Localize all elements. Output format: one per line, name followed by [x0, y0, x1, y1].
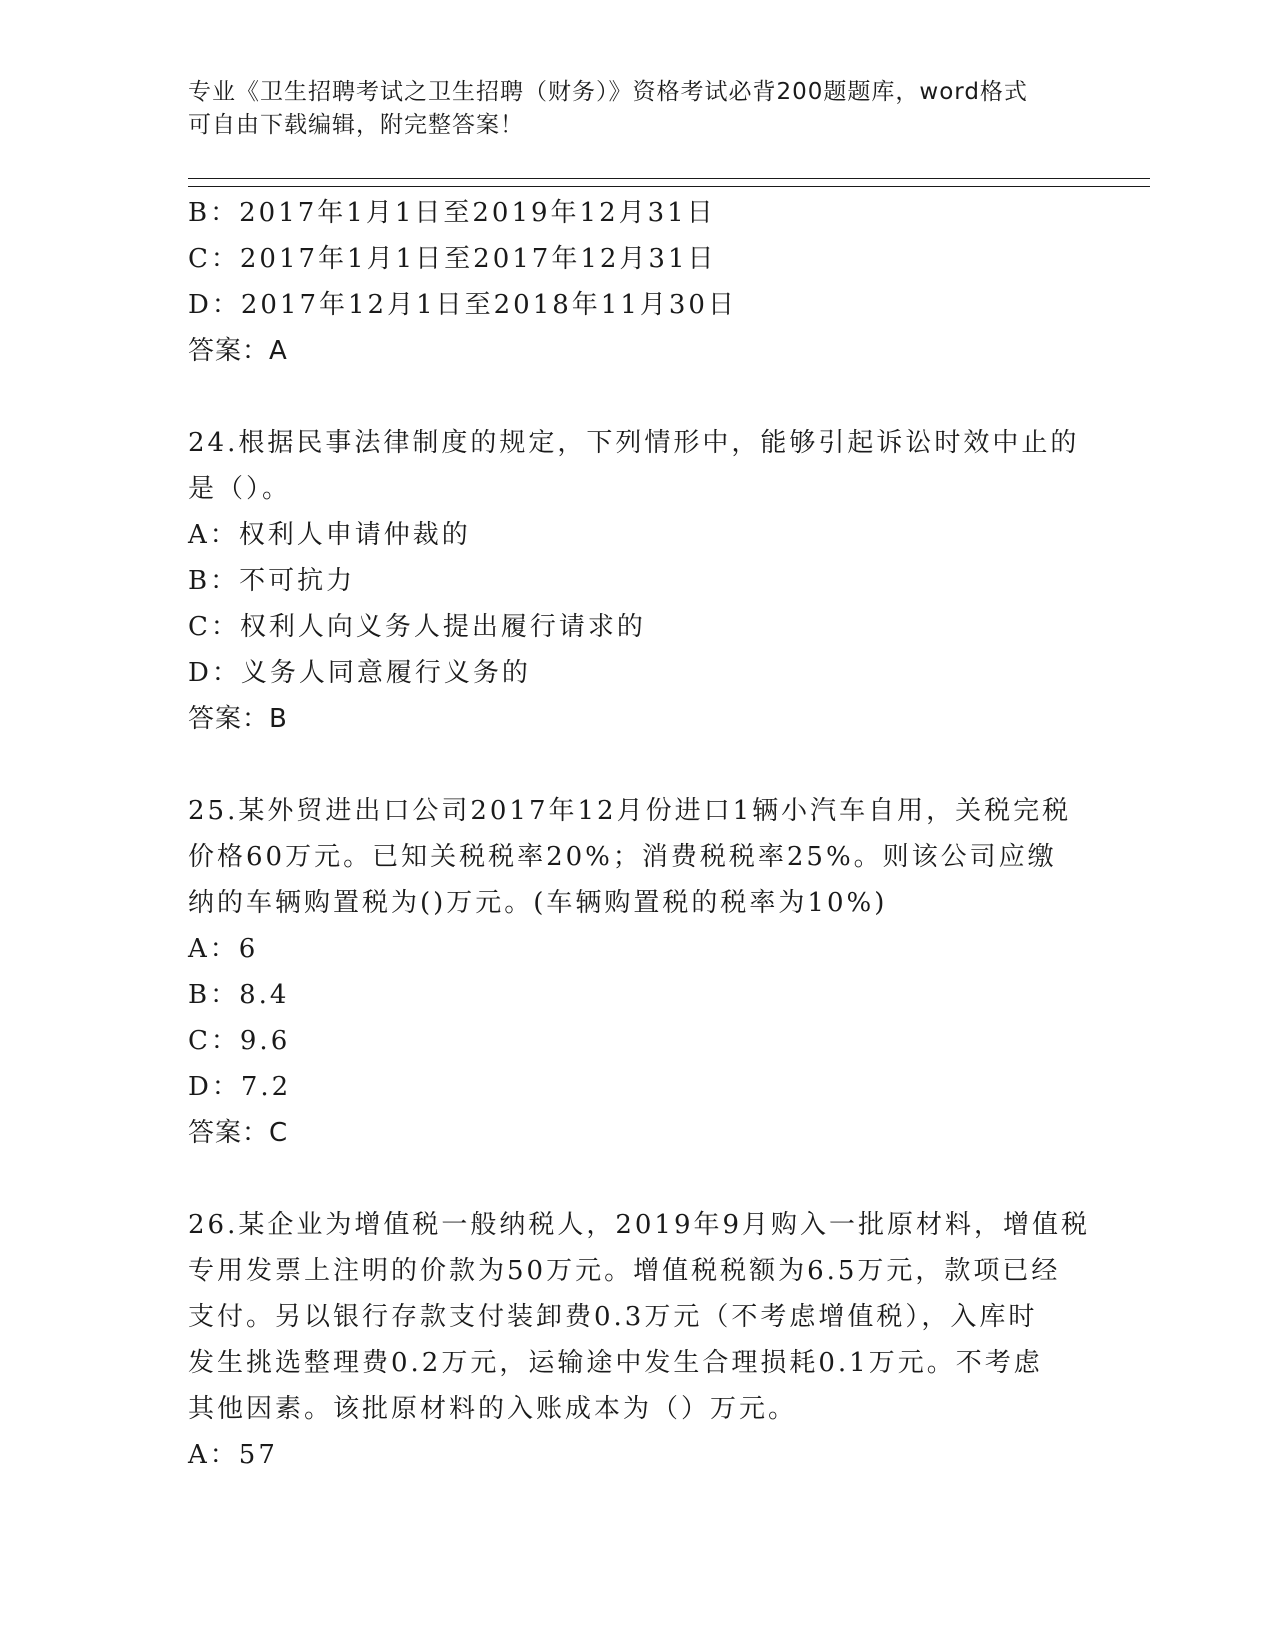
option-c: C：2017年1月1日至2017年12月31日 [188, 244, 717, 274]
document-body [188, 190, 1091, 1478]
question-26 [188, 1202, 1091, 1478]
option-d: D：2017年12月1日至2018年11月30日 [188, 290, 737, 320]
question-stem-line: 专用发票上注明的价款为50万元。增值税税额为6.5万元，款项已经 [188, 1256, 1061, 1286]
header-title-line-2: 可自由下载编辑，附完整答案！ [188, 112, 524, 138]
option-a: A：权利人申请仲裁的 [188, 520, 471, 550]
question-stem-line: 26.某企业为增值税一般纳税人，2019年9月购入一批原材料，增值税 [188, 1210, 1091, 1240]
option-b: B：2017年1月1日至2019年12月31日 [188, 198, 716, 228]
question-25 [188, 788, 1088, 1156]
question-stem-line: 纳的车辆购置税为()万元。(车辆购置税的税率为10%) [188, 888, 888, 918]
option-b: B：不可抗力 [188, 566, 356, 596]
answer-line: 答案：B [188, 704, 288, 734]
option-a: A：6 [188, 934, 259, 964]
option-d: D：7.2 [188, 1072, 292, 1102]
answer-line: 答案：C [188, 1118, 289, 1148]
question-stem-line: 发生挑选整理费0.2万元，运输途中发生合理损耗0.1万元。不考虑 [188, 1348, 1043, 1378]
question-stem-line: 25.某外贸进出口公司2017年12月份进口1辆小汽车自用，关税完税 [188, 796, 1072, 826]
option-c: C：权利人向义务人提出履行请求的 [188, 612, 646, 642]
question-24 [188, 420, 1088, 742]
answer-line: 答案：A [188, 336, 288, 366]
option-b: B：8.4 [188, 980, 290, 1010]
question-spacer [188, 742, 1088, 788]
option-c: C：9.6 [188, 1026, 291, 1056]
option-d: D：义务人同意履行义务的 [188, 658, 531, 688]
question-spacer [188, 374, 1088, 420]
question-stem-line: 支付。另以银行存款支付装卸费0.3万元（不考虑增值税），入库时 [188, 1302, 1038, 1332]
question-stem-line: 其他因素。该批原材料的入账成本为（）万元。 [188, 1394, 798, 1424]
page-header [188, 76, 1088, 142]
option-a: A：57 [188, 1440, 278, 1470]
header-title-line-1: 专业《卫生招聘考试之卫生招聘（财务）》资格考试必背200题题库，word格式 [188, 79, 1028, 105]
header-double-rule [188, 178, 1150, 187]
question-spacer [188, 1156, 1088, 1202]
question-stem-line: 24.根据民事法律制度的规定，下列情形中，能够引起诉讼时效中止的 [188, 428, 1080, 458]
question-stem-line: 是（）。 [188, 474, 292, 504]
question-23-continued [188, 190, 1088, 374]
question-stem-line: 价格60万元。已知关税税率20%；消费税税率25%。则该公司应缴 [188, 842, 1057, 872]
